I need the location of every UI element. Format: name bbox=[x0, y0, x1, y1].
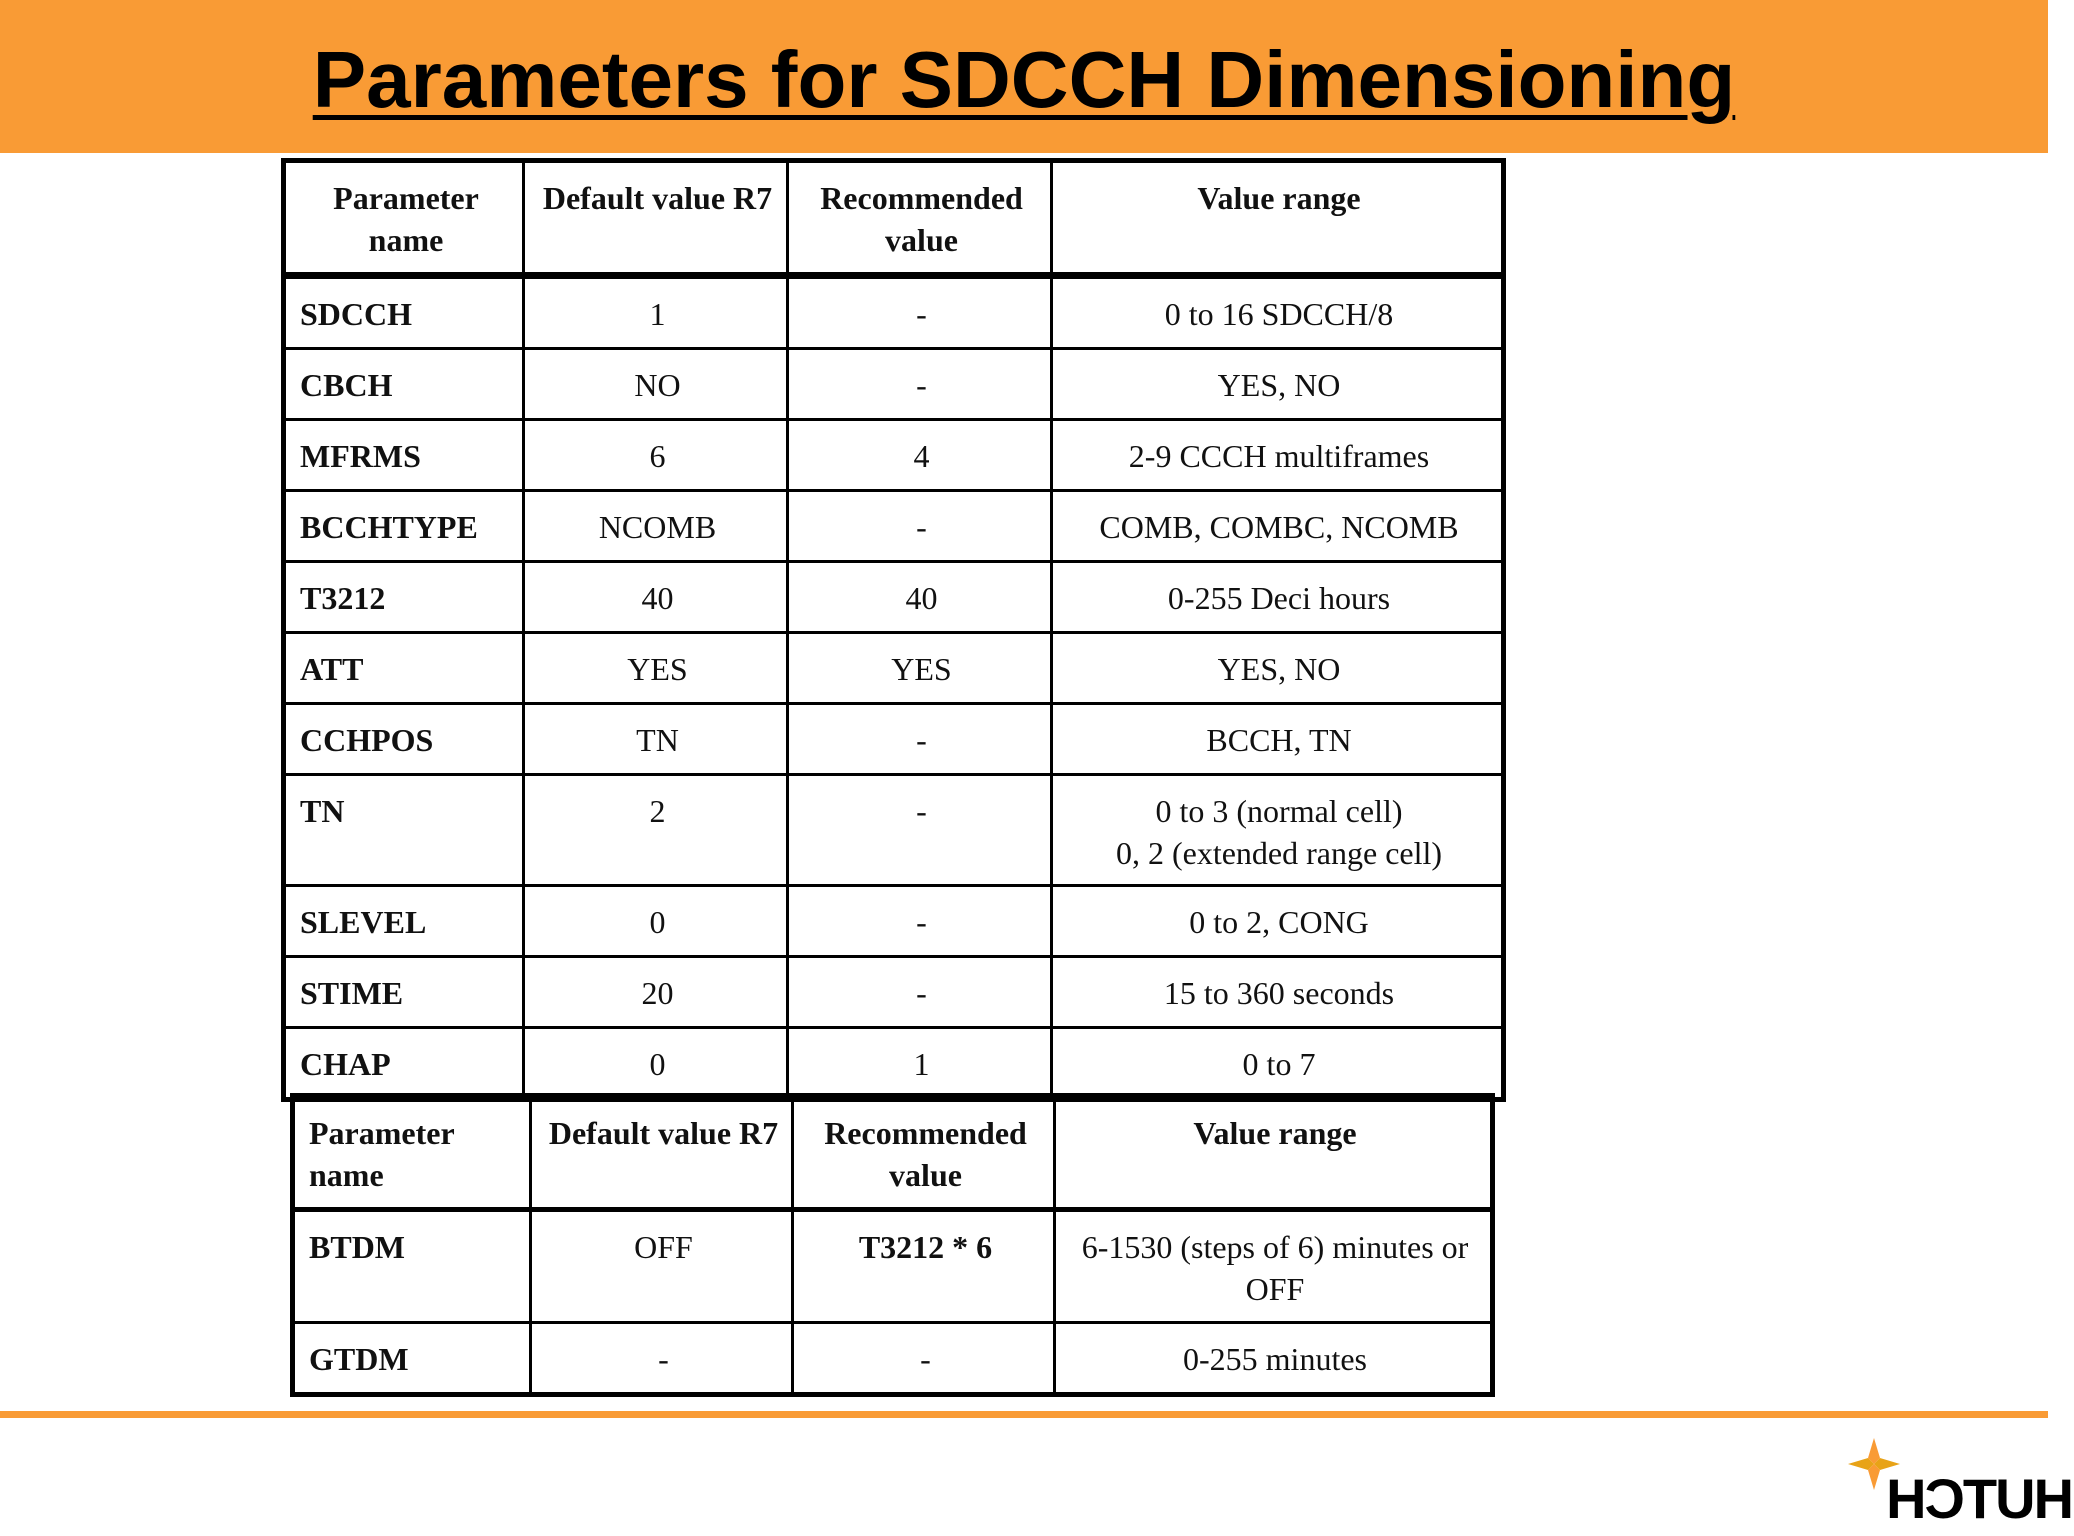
default-value: 0 bbox=[524, 1028, 788, 1100]
table-row bbox=[284, 349, 1504, 420]
table-row bbox=[284, 562, 1504, 633]
param-name: STIME bbox=[284, 957, 524, 1028]
value-range: 15 to 360 seconds bbox=[1052, 957, 1504, 1028]
recommended-value: - bbox=[788, 775, 1052, 886]
default-value: OFF bbox=[531, 1210, 793, 1323]
value-range: YES, NO bbox=[1052, 349, 1504, 420]
slide-title: Parameters for SDCCH Dimensioning bbox=[312, 35, 1736, 124]
value-range-line-2: 0, 2 (extended range cell) bbox=[1115, 835, 1443, 871]
value-range: 2-9 CCCH multiframes bbox=[1052, 420, 1504, 491]
default-value: 2 bbox=[524, 775, 788, 886]
recommended-value: 1 bbox=[788, 1028, 1052, 1100]
hutch-logo bbox=[1840, 1430, 2074, 1530]
table-row bbox=[293, 1323, 1493, 1395]
param-name: GTDM bbox=[293, 1323, 531, 1395]
recommended-value: - bbox=[788, 957, 1052, 1028]
parameter-table-main bbox=[281, 158, 1506, 1102]
parameter-table-secondary bbox=[290, 1093, 1495, 1397]
recommended-value: - bbox=[788, 886, 1052, 957]
value-range: BCCH, TN bbox=[1052, 704, 1504, 775]
default-value: NCOMB bbox=[524, 491, 788, 562]
default-value: TN bbox=[524, 704, 788, 775]
default-value: 20 bbox=[524, 957, 788, 1028]
param-name: MFRMS bbox=[284, 420, 524, 491]
header-value-range: Value range bbox=[1052, 161, 1504, 276]
default-value: YES bbox=[524, 633, 788, 704]
table-row bbox=[284, 633, 1504, 704]
default-value: NO bbox=[524, 349, 788, 420]
table-row bbox=[284, 957, 1504, 1028]
value-range: 0 to 7 bbox=[1052, 1028, 1504, 1100]
header-recommended-value: Recommended value bbox=[788, 161, 1052, 276]
value-range: 0-255 Deci hours bbox=[1052, 562, 1504, 633]
recommended-value: - bbox=[788, 276, 1052, 349]
default-value: 0 bbox=[524, 886, 788, 957]
recommended-value: 40 bbox=[788, 562, 1052, 633]
table-row bbox=[284, 775, 1504, 886]
param-name: SDCCH bbox=[284, 276, 524, 349]
header-default-value: Default value R7 bbox=[524, 161, 788, 276]
logo-text: HUTCH bbox=[1888, 1467, 2074, 1530]
header-default-value: Default value R7 bbox=[531, 1096, 793, 1210]
default-value: 6 bbox=[524, 420, 788, 491]
table-row bbox=[284, 1028, 1504, 1100]
value-range: 0 to 16 SDCCH/8 bbox=[1052, 276, 1504, 349]
footer-rule bbox=[0, 1411, 2048, 1418]
recommended-value: - bbox=[793, 1323, 1055, 1395]
param-name: BTDM bbox=[293, 1210, 531, 1323]
param-name: BCCHTYPE bbox=[284, 491, 524, 562]
table-row bbox=[284, 704, 1504, 775]
recommended-value: YES bbox=[788, 633, 1052, 704]
param-name: TN bbox=[284, 775, 524, 886]
table-row bbox=[284, 491, 1504, 562]
param-name: ATT bbox=[284, 633, 524, 704]
table-row bbox=[284, 886, 1504, 957]
recommended-value: 4 bbox=[788, 420, 1052, 491]
param-name: CBCH bbox=[284, 349, 524, 420]
table-row bbox=[293, 1210, 1493, 1323]
table-row bbox=[284, 276, 1504, 349]
header-parameter-name: Parameter name bbox=[293, 1096, 531, 1210]
default-value: 1 bbox=[524, 276, 788, 349]
recommended-value: - bbox=[788, 349, 1052, 420]
value-range: COMB, COMBC, NCOMB bbox=[1052, 491, 1504, 562]
value-range: 0 to 2, CONG bbox=[1052, 886, 1504, 957]
recommended-value: - bbox=[788, 491, 1052, 562]
recommended-value: - bbox=[788, 704, 1052, 775]
recommended-value: T3212 * 6 bbox=[793, 1210, 1055, 1323]
header-value-range: Value range bbox=[1055, 1096, 1493, 1210]
value-range: YES, NO bbox=[1052, 633, 1504, 704]
param-name: CCHPOS bbox=[284, 704, 524, 775]
param-name: SLEVEL bbox=[284, 886, 524, 957]
param-name: T3212 bbox=[284, 562, 524, 633]
default-value: - bbox=[531, 1323, 793, 1395]
header-recommended-value: Recommended value bbox=[793, 1096, 1055, 1210]
value-range: 0-255 minutes bbox=[1055, 1323, 1493, 1395]
param-name: CHAP bbox=[284, 1028, 524, 1100]
default-value: 40 bbox=[524, 562, 788, 633]
header-parameter-name: Parameter name bbox=[284, 161, 524, 276]
value-range: 6-1530 (steps of 6) minutes or OFF bbox=[1055, 1210, 1493, 1323]
value-range-line-1: 0 to 3 (normal cell) bbox=[1155, 793, 1403, 829]
table-row bbox=[284, 420, 1504, 491]
value-range bbox=[1052, 775, 1504, 886]
